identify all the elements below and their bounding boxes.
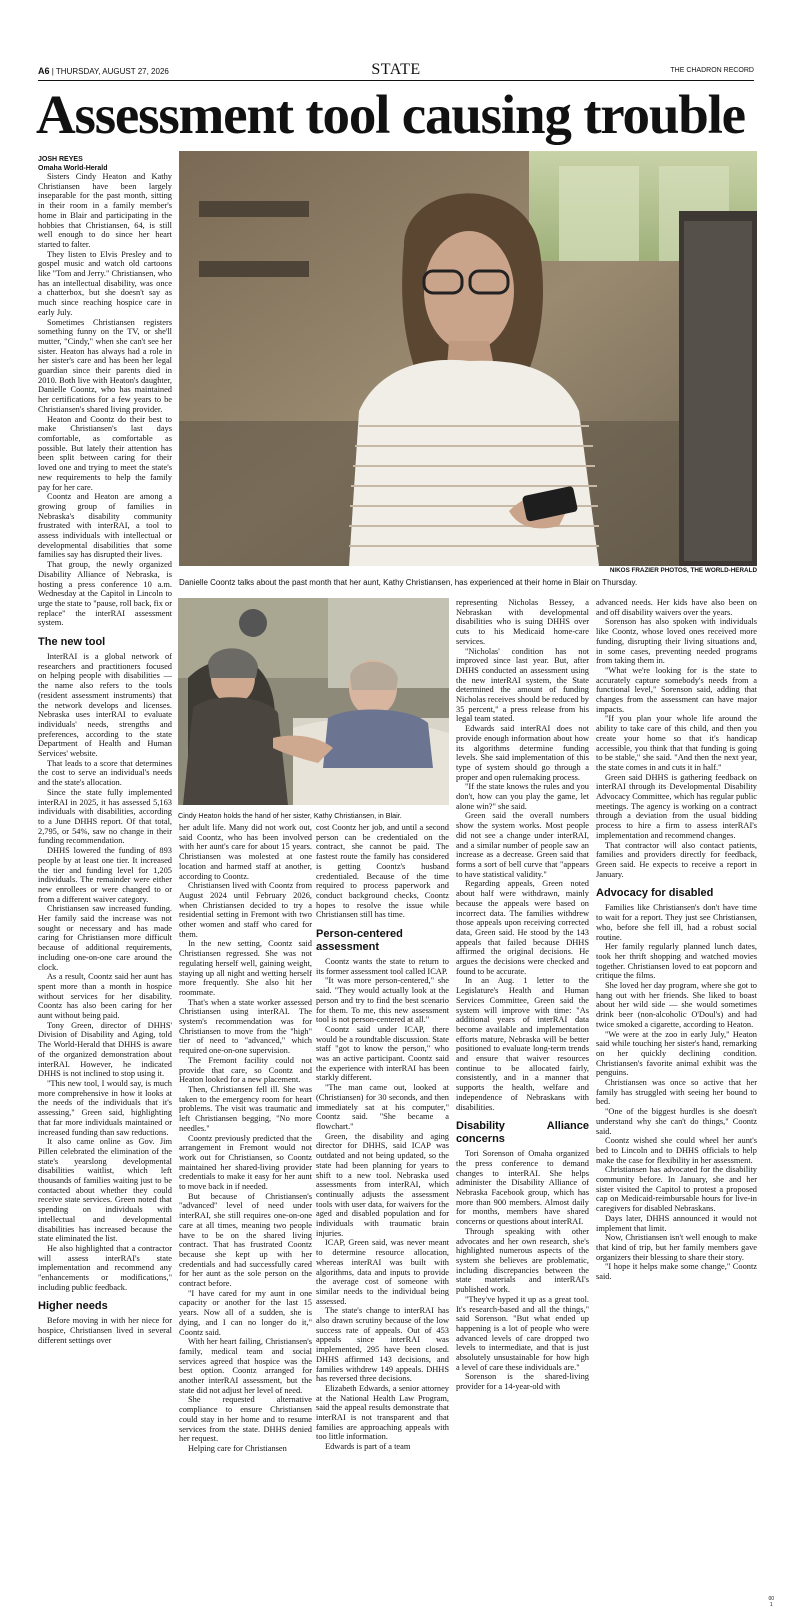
article-paragraph: She requested alternative compliance to ensure Christiansen could stay in her home and to resume services from the state. DHHS denied her request. [179,1395,312,1444]
article-paragraph: Coontz previously predicted that the arrangement in Fremont would not work out for Christiansen, so Coontz maintained her shared-living provider credentials to make it easy for her aunt to move back in if needed. [179,1133,312,1192]
article-paragraph: Christiansen was once so active that her family has struggled with seeing her bound to bed. [596,1078,757,1107]
article-paragraph: Christiansen lived with Coontz from August 2024 until February 2026, when Christiansen decided to try a residential setting in Fremont with two other women and staff who cared for them. [179,881,312,939]
section-subhead: Disability Alliance concerns [456,1120,589,1146]
article-paragraph: Tori Sorenson of Omaha organized the press conference to demand changes to interRAI. She helps administer the Disability Alliance of Nebraska Facebook group, which has more than 900 members. Almost daily for months, members have shared concerns or questions about interRAI. [456,1149,589,1227]
article-paragraph: Edwards said interRAI does not provide enough information about how its algorithms determine funding levels. She said implementation of this type of system should go through a proper and open rulemaking process. [456,724,589,782]
author-outlet: Omaha World-Herald [38,165,108,172]
article-paragraph: Christiansen has advocated for the disability community before. In January, she and her sister visited the Capitol to protest a proposed cap on Medicaid-reimbursable hours for live-in caregivers for disabled Nebraskans. [596,1165,757,1214]
article-paragraph: Coontz wants the state to return to its former assessment tool called ICAP. [316,957,449,976]
article-paragraph: "I hope it helps make some change," Coontz said. [596,1262,757,1282]
article-paragraph: But because of Christiansen's "advanced" level of need under interRAI, she still requires one-on-one care at all times, meaning two people have to be on the shared living contract. That has frustrated Coontz because she kept up with her credentials and had successfully cared for her aunt as the sole person on the contract before. [179,1191,312,1289]
main-photo-caption: Danielle Coontz talks about the past month that her aunt, Kathy Christiansen, has experienced at their home in Blair on Thursday. [179,578,638,587]
article-paragraph: Edwards is part of a team [325,1442,411,1452]
article-column-2 [179,823,312,1612]
article-paragraph: That's when a state worker assessed Christiansen using interRAI. The system's recommendation was for Christiansen to move from the "high" tier of need to "advanced," which required one-on-one supervision. [179,997,312,1056]
article-paragraph: Sorenson is the shared-living provider for a 14-year-old with [456,1372,589,1392]
article-paragraph: "This new tool, I would say, is much more comprehensive in how it looks at the needs of the individuals that it's assessing," Green said, highlighting that far more individuals maintained or increased funding than saw reductions. [38,1078,172,1137]
second-photo [178,598,449,805]
article-paragraph: Heaton and Coontz do their best to make Christiansen's last days comfortable, as comfortable as possible. But lately their attention has been split between caring for their loved one and trying to meet the state's new requirements to help the family pay for her care. [38,414,172,492]
article-paragraph: The Fremont facility could not provide that care, so Coontz and Heaton looked for a new placement. [179,1055,312,1085]
article-paragraph: ICAP, Green said, was never meant to determine resource allocation, whereas interRAI was built with algorithms, data and inputs to provide the average cost of someone with similar needs to the individual being assessed. [316,1238,449,1306]
article-paragraph: Green, the disability and aging director for DHHS, said ICAP was outdated and not being updated, so the state had been planning for years to shift to a new tool. Nebraska used assessments from interRAI, which continually adjusts the assessment tools with user data, for waivers for the aged and disabled population and for individuals with traumatic brain injuries. [316,1131,449,1238]
separator: | [51,67,56,76]
article-paragraph: Since the state fully implemented interRAI in 2025, it has assessed 5,163 individuals with disabilities, according to a June DHHS report. Of that total, 2,795, or 54%, saw no change in their funding recommendation. [38,787,172,846]
article-paragraph: Coontz and Heaton are among a growing group of families in Nebraska's disability community frustrated with interRAI, a tool to assess individuals with intellectual or developmental disabilities that some families say has disrupted their lives. [38,492,172,560]
article-paragraph: "Nicholas' condition has not improved since last year. But, after DHHS conducted an assessment using the new interRAI system, the State determined the amount of funding Nicholas receives should be reduced by 35 percent," a press release from his legal team stated. [456,646,589,724]
article-paragraph: cost Coontz her job, and until a second person can be credentialed on the contract, she cannot be paid. The fastest route the family has considered is getting Coontz's husband credentialed. Because of the time required to process paperwork and conduct background checks, Coontz hopes to resolve the issue while Christiansen still has time. [316,823,449,920]
article-paragraph: Before moving in with her niece for hospice, Christiansen lived in several different settings over [38,1316,172,1345]
article-column-1 [38,172,172,1612]
article-column-4 [456,598,589,1612]
article-paragraph: "It was more person-centered," she said. "They would actually look at the person and try to find the best scenario for them. To me, this new assessment tool is not person-centered at all." [316,976,449,1025]
article-paragraph: "What we're looking for is the state to accurately capture somebody's needs from a functional level," Sorenson said, adding that changes from the assessment can have major impacts. [596,665,757,714]
article-paragraph: She loved her day program, where she got to hang out with her friends. She liked to boast about her wild side — she would sometimes drink beer (non-alcoholic O'Doul's) and had twice smoked a cigarette, according to Heaton. [596,981,757,1029]
headline: Assessment tool causing trouble [36,84,745,145]
byline [38,155,108,173]
article-column-5 [596,598,757,1612]
second-photo-caption: Cindy Heaton holds the hand of her sister, Kathy Christiansen, in Blair. [178,811,402,820]
article-paragraph: "The man came out, looked at (Christiansen) for 30 seconds, and then immediately sat at his computer," Coontz said. "She became a flowchart." [316,1083,449,1131]
article-paragraph: In the new setting, Coontz said Christiansen regressed. She was not regulating herself well, gaining weight, staying up all night and wetting herself more frequently. She also hit her roommate. [179,939,312,997]
article-paragraph: That leads to a score that determines the cost to serve an individual's needs and the state's allocation. [38,758,172,788]
article-paragraph: Coontz wished she could wheel her aunt's bed to Lincoln and to DHHS officials to help make the case for flexibility in her assessment. [596,1136,757,1165]
article-paragraph: With her heart failing, Christiansen's family, medical team and social services agreed that hospice was the best option. Coontz arranged for another interRAI assessment, but the state did not adjust her level of need. [179,1337,312,1395]
article-paragraph: Green said DHHS is gathering feedback on interRAI through its Developmental Disability Advocacy Committee, which has regular public meetings. The agency is working on a contract through a deviation from the usual bidding process to hire a firm to assess interRAI's implementation and recommend changes. [596,772,757,840]
article-paragraph: Sorenson has also spoken with individuals like Coontz, whose loved ones received more funding, disrupting their living situations and, in some cases, preventing needed programs from taking them in. [596,617,757,666]
author-name: JOSH REYES [38,156,83,163]
article-paragraph: The state's change to interRAI has also drawn scrutiny because of the low success rate of appeals. Out of 453 appeals since interRAI was implemented, 295 have been closed. DHHS affirmed 143 decisions, and families withdrew 149 appeals. DHHS has reversed three decisions. [316,1306,449,1384]
article-paragraph: Families like Christiansen's don't have time to wait for a report. They just see Christiansen, who, before she fell ill, had a robust social routine. [596,903,757,942]
article-paragraph: DHHS lowered the funding of 893 people by at least one tier. It increased the tier and funding level for 1,205 individuals. The remainder were either new enrollees or were changed to or from a different waiver category. [38,846,172,904]
article-paragraph: Coontz said under ICAP, there would be a roundtable discussion. State staff "got to know the person," who was an active participant. Coontz said the experience with interRAI has been starkly different. [316,1024,449,1083]
article-paragraph: Regarding appeals, Green noted about half were withdrawn, mainly because the appeals were based on incorrect data. The families withdrew those appeals upon receiving corrected data, Green said. He stood by the 143 appeals that failed because DHHS affirmed the original decisions. He argues the decisions were checked and found to be accurate. [456,879,589,976]
masthead-rule [38,80,754,81]
article-paragraph: Through speaking with other advocates and her own research, she's highlighted numerous aspects of the system she believes are problematic, including discrepancies between the state materials and interRAI's published work. [456,1226,589,1295]
photo-credit: NIKOS FRAZIER PHOTOS, THE WORLD-HERALD [609,567,757,574]
article-paragraph: Tony Green, director of DHHS' Division of Disability and Aging, told The World-Herald that DHHS is aware of the organized demonstration about interRAI. However, he indicated DHHS is not inclined to stop using it. [38,1020,172,1079]
page-number: A6 [38,66,50,76]
main-photo [179,151,757,566]
article-paragraph: "We were at the zoo in early July," Heaton said while touching her sister's hand, remarking on her quickly declining condition. Christiansen's favorite animal exhibit was the penguins. [596,1029,757,1078]
corner-mark-line-2: 1 [769,1602,773,1608]
article-paragraph: It also came online as Gov. Jim Pillen celebrated the elimination of the state's yearslong developmental disabilities waitlist, which left thousands of families waiting just to be contacted about whether they could receive state services. Green noted that spending on individuals with intellectual and developmental disabilities has increased because the state eliminated the list. [38,1137,172,1244]
section-name: STATE [371,61,421,78]
section-subhead: The new tool [38,636,106,649]
article-paragraph: InterRAI is a global network of researchers and practitioners focused on helping people with disabilities — the name also refers to the tools (resident assessment instruments) that the network develops and licenses. Nebraska uses interRAI to evaluate individuals' needs, strengths and preferences, according to the state Department of Health and Human Services' website. [38,652,172,759]
article-paragraph: "I have cared for my aunt in one capacity or another for the last 15 years. Now all of a sudden, she is dying, and I can no longer do it," Coontz said. [179,1288,312,1337]
corner-mark-line-1: 00 [768,1596,774,1602]
article-paragraph: "They've hyped it up as a great tool. It's research-based and all the things," said Sorenson. "But what ended up happening is a lot of people who were advanced levels of care dropped two levels to intermediate, and that is just absolutely unsustainable for how high a level of care these individuals are." [456,1294,589,1372]
article-paragraph: They listen to Elvis Presley and to gospel music and watch old cartoons like "Tom and Jerry." Christiansen, who has an intellectual disability, was once a chatterbox, but she doesn't say as much since reaching hospice care in early July. [38,249,172,317]
article-paragraph: Christiansen saw increased funding. Her family said the increase was not sought or necessary and has made caring for Christiansen more difficult because of additional requirements, including one-on-one care around the clock. [38,904,172,972]
article-column-3 [316,823,449,1612]
article-paragraph: "If you plan your whole life around the ability to take care of this child, and then you create your home so that it's handicap accessible, you think that that funding is going to be stable," she said. "And then the next year, the state comes in and cuts it in half." [596,714,757,772]
section-subhead: Person-centered assessment [316,928,403,954]
article-paragraph: In an Aug. 1 letter to the Legislature's Health and Human Services Committee, Green said the system will improve with time: "As additional years of interRAI data become available and implementation efforts mature, Nebraska will be better positioned to evaluate long-term trends and ensure that waiver resources continue to be allocated fairly, consistently, and in a manner that supports the health, welfare and independence of Nebraskans with disabilities. [456,976,589,1112]
section-subhead: Higher needs [38,1300,108,1313]
article-paragraph: Her family regularly planned lunch dates, took her thrift shopping and watched movies together. Christiansen loved to eat popcorn and critique the films. [596,942,757,981]
article-paragraph: Days later, DHHS announced it would not implement that limit. [596,1213,757,1233]
page-corner-mark [768,1596,774,1608]
article-paragraph: representing Nicholas Bessey, a Nebraskan with developmental disabilities who is suing DHHS over cuts to his Medicaid home-care services. [456,598,589,646]
article-paragraph: Green said the overall numbers show the system works. Most people did not see a change under interRAI, and a similar number of people saw an increase as a decrease. Green said that forms a sort of bell curve that "appears to have statistical validity." [456,811,589,879]
article-paragraph: "One of the biggest hurdles is she doesn't understand why she can't do things," Coontz said. [596,1107,757,1136]
article-paragraph: Now, Christiansen isn't well enough to make that kind of trip, but her family members gave organizers their blessing to share their story. [596,1233,757,1262]
article-paragraph: Helping care for Christiansen [188,1444,287,1453]
article-paragraph: "If the state knows the rules and you don't, how can you play the game, let alone win?" she said. [456,782,589,811]
article-paragraph: He also highlighted that a contractor will assess interRAI's state implementation and recommend any "enhancements or modifications," including public feedback. [38,1243,172,1292]
section-subhead: Advocacy for disabled [596,887,714,900]
issue-date: THURSDAY, AUGUST 27, 2026 [55,67,169,76]
paper-name: THE CHADRON RECORD [670,67,754,74]
article-paragraph: That group, the newly organized Disability Alliance of Nebraska, is hosting a press conference 10 a.m. Wednesday at the Capitol in Lincoln to urge the state to "pause, roll back, fix or replace" the interRAI assessment system. [38,560,172,628]
article-paragraph: Elizabeth Edwards, a senior attorney at the National Health Law Program, said the appeal results demonstrate that interRAI is not transparent and that families are approaching appeals with too little information. [316,1383,449,1442]
article-paragraph: As a result, Coontz said her aunt has spent more than a month in hospice without services for her disability. Coontz has also been caring for her aunt without being paid. [38,972,172,1021]
article-paragraph: That contractor will also contact patients, families and providers directly for feedback, Green said. He expects to receive a report in January. [596,840,757,879]
article-paragraph: her adult life. Many did not work out, said Coontz, who has been involved with her aunt's care for about 15 years. Christiansen was molested at one location and harmed staff at another, according to Coontz. [179,823,312,881]
article-paragraph: Sisters Cindy Heaton and Kathy Christiansen have been largely inseparable for the past month, sitting in their room in a family member's home in Blair and participating in the hobbies that Christiansen, 64, is still well enough to do since her heart started to falter. [38,172,172,249]
article-paragraph: advanced needs. Her kids have also been on and off disability waivers over the years. [596,598,757,617]
article-paragraph: Then, Christiansen fell ill. She was taken to the emergency room for heart problems. The visit was traumatic and left Christiansen begging, "No more needles." [179,1084,312,1133]
article-paragraph: Sometimes Christiansen registers something funny on the TV, or she'll mutter, "Cindy," when she can't see her sister. Heaton has always had a role in her sister's care and has been her legal guardian since their parents died in 2010. Both live with Heaton's daughter, Danielle Coontz, who has maintained her certifications for a few years to be Christiansen's shared living provider. [38,317,172,414]
